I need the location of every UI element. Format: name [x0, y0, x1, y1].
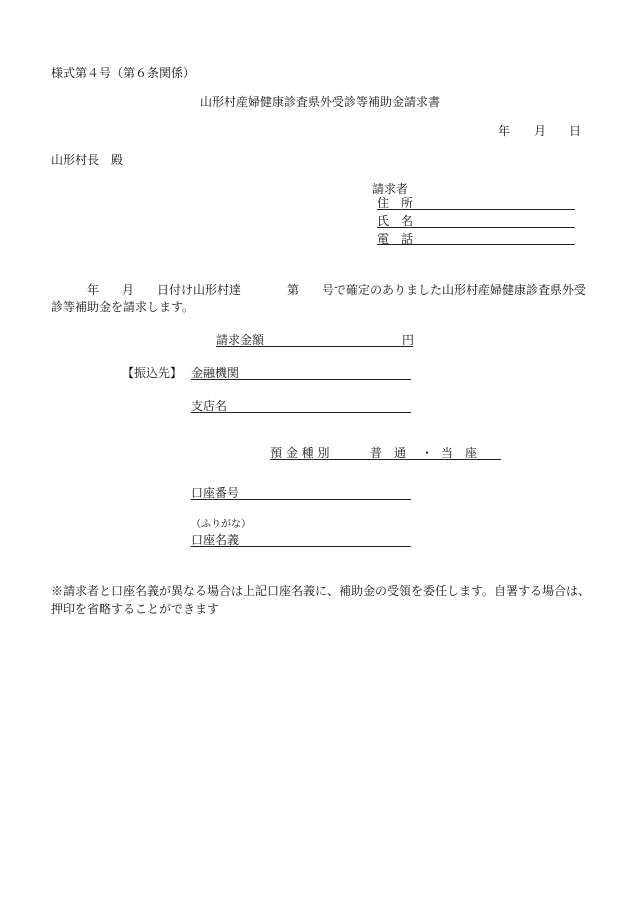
transfer-heading: 【振込先】	[122, 366, 183, 380]
account-name-line[interactable]	[191, 546, 411, 547]
claimant-phone-line[interactable]	[377, 244, 575, 245]
furigana-label: （ふりがな）	[191, 519, 251, 530]
form-number: 様式第４号（第６条関係）	[51, 66, 196, 80]
account-name-label: 口座名義	[191, 533, 240, 547]
deposit-option-ordinary[interactable]: 普 通	[370, 446, 407, 460]
amount-label: 請求金額	[216, 333, 265, 347]
body-no-prefix: 第	[287, 283, 300, 297]
date-year: 年	[498, 124, 511, 138]
branch-label: 支店名	[191, 399, 228, 413]
deposit-type-line	[270, 459, 501, 460]
claimant-name-line[interactable]	[377, 227, 575, 228]
bank-label: 金融機関	[191, 366, 240, 380]
deposit-separator: ・	[421, 446, 434, 460]
date-month: 月	[534, 124, 547, 138]
body-month: 月	[122, 283, 135, 297]
body-line2: 診等補助金を請求します。	[51, 300, 195, 314]
account-number-label: 口座番号	[191, 486, 240, 500]
deposit-option-current[interactable]: 当 座	[441, 446, 478, 460]
body-date-suffix: 日付け山形村達	[157, 283, 242, 297]
note-line2: 押印を省略することができます	[51, 602, 220, 616]
date-day: 日	[569, 124, 582, 138]
body-year: 年	[87, 283, 100, 297]
claimant-name-label: 氏 名	[377, 214, 414, 228]
amount-line[interactable]	[216, 346, 413, 347]
amount-unit: 円	[402, 333, 415, 347]
bank-line[interactable]	[191, 379, 411, 380]
claimant-address-label: 住 所	[377, 196, 414, 210]
addressee: 山形村長 殿	[51, 153, 124, 167]
deposit-type-label: 預 金 種 別	[270, 446, 330, 460]
note-line1: ※請求者と口座名義が異なる場合は上記口座名義に、補助金の受領を委任します。自署する場合は、	[51, 584, 591, 598]
branch-line[interactable]	[191, 412, 411, 413]
claimant-address-line[interactable]	[377, 209, 575, 210]
claimant-heading: 請求者	[372, 182, 409, 196]
claimant-phone-label: 電 話	[377, 232, 414, 246]
form-title: 山形村産婦健康診査県外受診等補助金請求書	[200, 95, 441, 109]
account-number-line[interactable]	[191, 499, 411, 500]
body-no-suffix: 号で確定のありました山形村産婦健康診査県外受	[322, 283, 587, 297]
